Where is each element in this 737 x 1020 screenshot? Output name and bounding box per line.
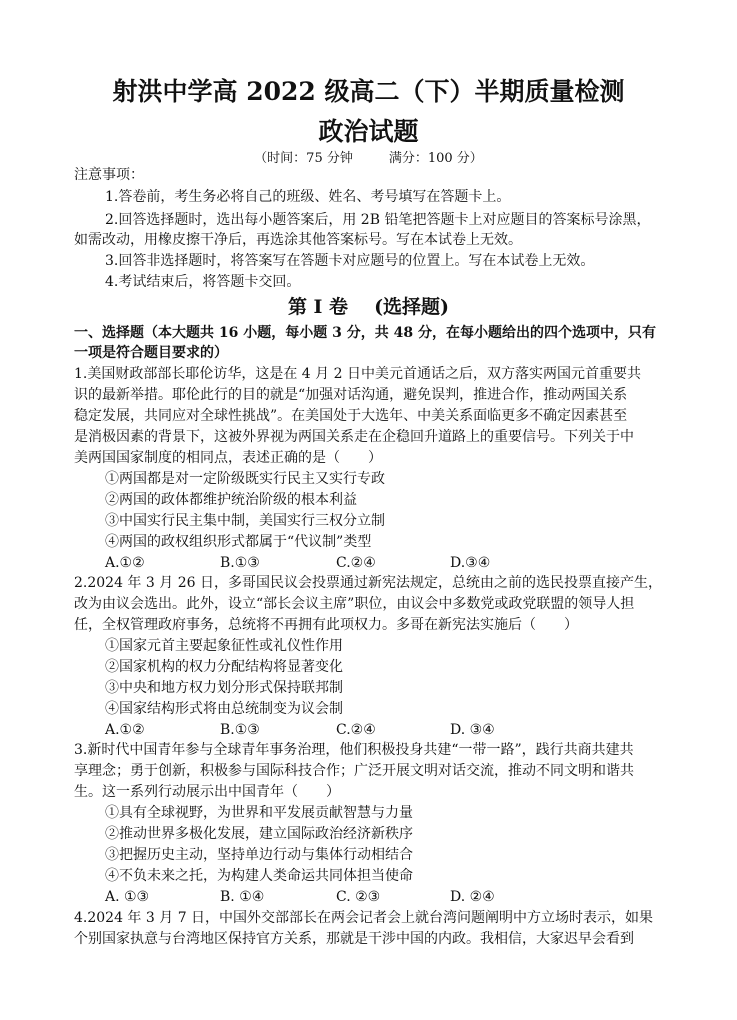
q1-option-c[interactable]: C.②④ — [336, 555, 376, 571]
section-header — [0, 292, 737, 319]
q1-statement: ④两国的政权组织形式都属于“代议制”类型 — [105, 534, 372, 550]
q2-option-a[interactable]: A.①② — [105, 722, 145, 738]
q2-stem: 任，全权管理政府事务，总统将不再拥有此项权力。多哥在新宪法实施后（ ） — [74, 617, 578, 633]
exam-duration: （时间：75 分钟 — [254, 151, 353, 166]
q2-option-d[interactable]: D. ③④ — [450, 722, 495, 738]
q1-options — [105, 553, 490, 573]
q1-statement: ②两国的政体都维护统治阶级的根本利益 — [105, 492, 357, 508]
q1-option-b[interactable]: B.①③ — [220, 555, 260, 571]
q2-statement: ③中央和地方权力划分形式保持联邦制 — [105, 680, 343, 696]
q1-stem: 稳定发展，共同应对全球性挑战”。在美国处于大选年、中美关系面临更多不确定因素甚至 — [74, 408, 628, 424]
q1-stem: 是消极因素的背景下，这被外界视为两国关系走在企稳回升道路上的重要信号。下列关于中 — [74, 429, 634, 445]
q3-stem: 享理念；勇于创新，积极参与国际科技合作；广泛开展文明对话交流，推动不同文明和谐共 — [74, 763, 634, 779]
section-instruction: 一、选择题（本大题共 16 小题，每小题 3 分，共 48 分，在每小题给出的四个选项中，只有 — [74, 325, 656, 341]
note-item-continued: 如需改动，用橡皮擦干净后，再选涂其他答案标号。写在本试卷上无效。 — [74, 232, 522, 248]
exam-full-score: 满分：100 分） — [388, 151, 483, 166]
q2-option-c[interactable]: C.②④ — [336, 722, 376, 738]
q2-statement: ①国家元首主要起象征性或礼仪性作用 — [105, 638, 343, 654]
q3-statement: ③把握历史主动，坚持单边行动与集体行动相结合 — [105, 847, 413, 863]
section-instruction: 一项是符合题目要求的） — [74, 345, 228, 361]
q3-option-d[interactable]: D. ②④ — [450, 889, 495, 905]
q1-statement: ③中国实行民主集中制，美国实行三权分立制 — [105, 513, 385, 529]
q3-stem: 生。这一系列行动展示出中国青年（ ） — [74, 784, 340, 800]
q1-statement: ①两国都是对一定阶级既实行民主又实行专政 — [105, 471, 385, 487]
section-volume: 第 I 卷 — [287, 296, 349, 318]
note-item: 2.回答选择题时，选出每小题答案后，用 2B 铅笔把答题卡上对应题目的答案标号涂黑， — [105, 212, 651, 228]
q1-stem: 1.美国财政部部长耶伦访华，这是在 4 月 2 日中美元首通话之后，双方落实两国元首重要共 — [74, 366, 641, 382]
section-type: (选择题) — [374, 296, 450, 318]
q2-statement: ④国家结构形式将由总统制变为议会制 — [105, 701, 343, 717]
q2-stem: 改为由议会选出。此外，设立“部长会议主席”职位，由议会中多数党或政党联盟的领导人担 — [74, 596, 635, 612]
q1-stem: 识的最新举措。耶伦此行的目的就是“加强对话沟通，避免误判，推进合作，推动两国关系 — [74, 387, 628, 403]
q4-stem: 个别国家执意与台湾地区保持官方关系，那就是干涉中国的内政。我相信，大家迟早会看到 — [74, 931, 634, 947]
q4-stem: 4.2024 年 3 月 7 日，中国外交部部长在两会记者会上就台湾问题阐明中方立场时表示，如果 — [74, 910, 654, 926]
q2-option-b[interactable]: B.①③ — [220, 722, 260, 738]
q1-option-a[interactable]: A.①② — [105, 555, 145, 571]
note-item: 3.回答非选择题时，将答案写在答题卡对应题号的位置上。写在本试卷上无效。 — [105, 253, 595, 269]
q3-statement: ①具有全球视野，为世界和平发展贡献智慧与力量 — [105, 805, 413, 821]
exam-subject: 政治试题 — [318, 117, 419, 146]
q1-stem: 美两国国家制度的相同点，表述正确的是（ ） — [74, 450, 382, 466]
note-item: 4.考试结束后，将答题卡交回。 — [105, 274, 301, 290]
q3-statement: ②推动世界多极化发展，建立国际政治经济新秩序 — [105, 826, 413, 842]
q3-option-a[interactable]: A. ①③ — [105, 889, 150, 905]
q1-option-d[interactable]: D.③④ — [450, 555, 491, 571]
q3-options — [105, 887, 495, 907]
q3-option-c[interactable]: C. ②③ — [336, 889, 381, 905]
q2-stem: 2.2024 年 3 月 26 日，多哥国民议会投票通过新宪法规定，总统由之前的选民投票直接产生， — [74, 575, 662, 591]
q3-option-b[interactable]: B. ①④ — [220, 889, 265, 905]
q2-statement: ②国家机构的权力分配结构将显著变化 — [105, 659, 343, 675]
q3-stem: 3.新时代中国青年参与全球青年事务治理，他们积极投身共建“一带一路”，践行共商共建共 — [74, 742, 634, 758]
exam-title: 射洪中学高 2022 级高二（下）半期质量检测 — [112, 77, 625, 106]
q3-statement: ④不负未来之托，为构建人类命运共同体担当使命 — [105, 868, 413, 884]
notes-heading: 注意事项： — [74, 167, 144, 183]
note-item: 1.答卷前，考生务必将自己的班级、姓名、考号填写在答题卡上。 — [105, 189, 511, 205]
q2-options — [105, 720, 495, 740]
exam-time-info — [0, 147, 737, 166]
